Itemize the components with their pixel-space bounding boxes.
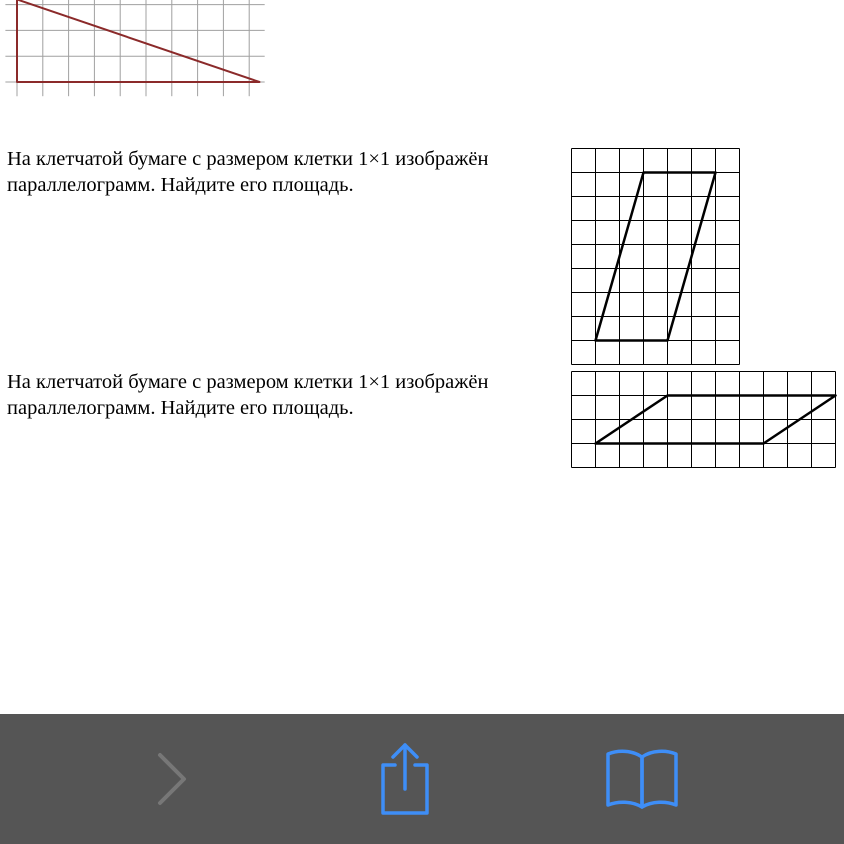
triangle-figure [0,0,280,100]
problem-text-1: На клетчатой бумаге с размером клетки 1×1 изображён параллелограмм. Найдите его площадь. [7,148,489,196]
share-button[interactable] [345,714,465,844]
parallelogram-figure-1 [568,146,744,366]
parallelogram-1-shape [596,173,716,341]
parallelogram-2-grid [572,372,836,468]
share-icon [373,741,437,817]
parallelogram-figure-2 [568,369,844,469]
chevron-right-icon [152,749,192,809]
bottom-toolbar [0,714,844,844]
problem-text-2: На клетчатой бумаге с размером клетки 1×1 изображён параллелограмм. Найдите его площадь. [7,371,489,419]
bookmarks-button[interactable] [582,714,702,844]
forward-button[interactable] [112,714,232,844]
book-icon [604,747,680,811]
